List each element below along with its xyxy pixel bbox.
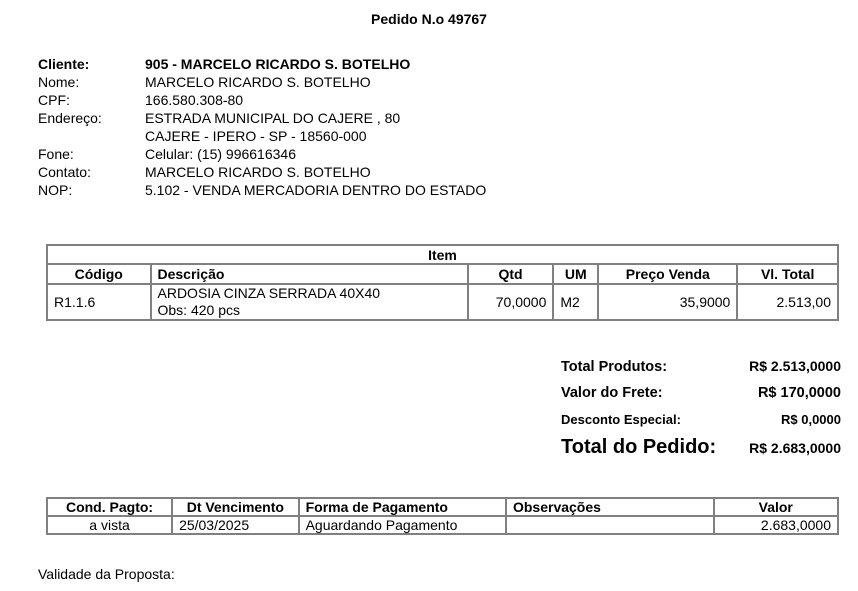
total-pedido-row [561,436,841,459]
client-label: Nome: [38,74,80,90]
cell-cond-pagto: a vista [47,516,172,534]
client-label: Fone: [38,146,74,162]
desconto-value: R$ 0,0000 [781,412,841,427]
desconto-row [561,412,841,436]
cell-um: M2 [553,284,598,320]
items-table [46,244,839,321]
item-obs: Obs: 420 pcs [157,302,240,318]
items-section-header: Item [47,245,838,264]
col-qtd: Qtd [468,264,554,284]
totals-block [561,358,841,459]
col-descricao: Descrição [151,264,468,284]
col-valor: Valor [714,498,838,516]
client-row-nop [38,181,486,199]
col-codigo: Código [47,264,151,284]
client-row-fone [38,145,486,163]
client-value: Celular: (15) 996616346 [145,146,296,162]
cell-observacoes [506,516,714,534]
table-row [47,516,838,534]
valor-frete-value: R$ 170,0000 [757,385,841,401]
client-value: MARCELO RICARDO S. BOTELHO [145,164,371,180]
client-row-contato [38,163,486,181]
client-row-cpf [38,91,486,109]
client-row-endereco-2 [38,127,486,145]
client-row-endereco [38,109,486,127]
item-description: ARDOSIA CINZA SERRADA 40X40 [157,285,381,301]
total-produtos-row [561,358,841,385]
client-value: 5.102 - VENDA MERCADORIA DENTRO DO ESTADO [145,182,487,198]
col-cond-pagto: Cond. Pagto: [47,498,172,516]
client-label: Cliente: [38,56,90,72]
client-value: 166.580.308-80 [145,92,244,108]
client-value: CAJERE - IPERO - SP - 18560-000 [145,128,367,144]
payments-table [46,497,839,535]
cell-valor: 2.683,0000 [714,516,838,534]
col-dt-vencimento: Dt Vencimento [172,498,299,516]
cell-vl-total: 2.513,00 [737,284,838,320]
total-pedido-value: R$ 2.683,0000 [749,440,841,456]
client-label [38,127,145,145]
items-header-row [47,264,838,284]
cell-qtd: 70,0000 [468,284,554,320]
cell-codigo: R1.1.6 [47,284,151,320]
total-pedido-label: Total do Pedido: [561,436,717,458]
client-label: Endereço: [38,110,102,126]
desconto-label: Desconto Especial: [561,412,681,427]
client-label: CPF: [38,92,70,108]
col-vl-total: Vl. Total [737,264,838,284]
page-title: Pedido N.o 49767 [371,11,487,27]
client-value: MARCELO RICARDO S. BOTELHO [145,74,371,90]
cell-forma-pagamento: Aguardando Pagamento [299,516,506,534]
client-label: Contato: [38,164,91,180]
cell-descricao [151,284,468,320]
total-produtos-label: Total Produtos: [561,359,668,375]
col-observacoes: Observações [506,498,714,516]
col-forma-pagamento: Forma de Pagamento [299,498,506,516]
client-label: NOP: [38,182,73,198]
total-produtos-value: R$ 2.513,0000 [749,358,841,374]
client-value: ESTRADA MUNICIPAL DO CAJERE , 80 [145,110,401,126]
col-preco-venda: Preço Venda [598,264,737,284]
valor-frete-label: Valor do Frete: [561,385,663,401]
cell-dt-vencimento: 25/03/2025 [172,516,299,534]
col-um: UM [553,264,598,284]
client-info [38,55,486,199]
payments-header-row [47,498,838,516]
client-value: 905 - MARCELO RICARDO S. BOTELHO [145,56,411,72]
client-row-nome [38,73,486,91]
valor-frete-row [561,385,841,412]
cell-preco-venda: 35,9000 [598,284,737,320]
client-row-cliente [38,55,486,73]
table-row [47,284,838,320]
validade-proposta-label: Validade da Proposta: [38,566,175,582]
